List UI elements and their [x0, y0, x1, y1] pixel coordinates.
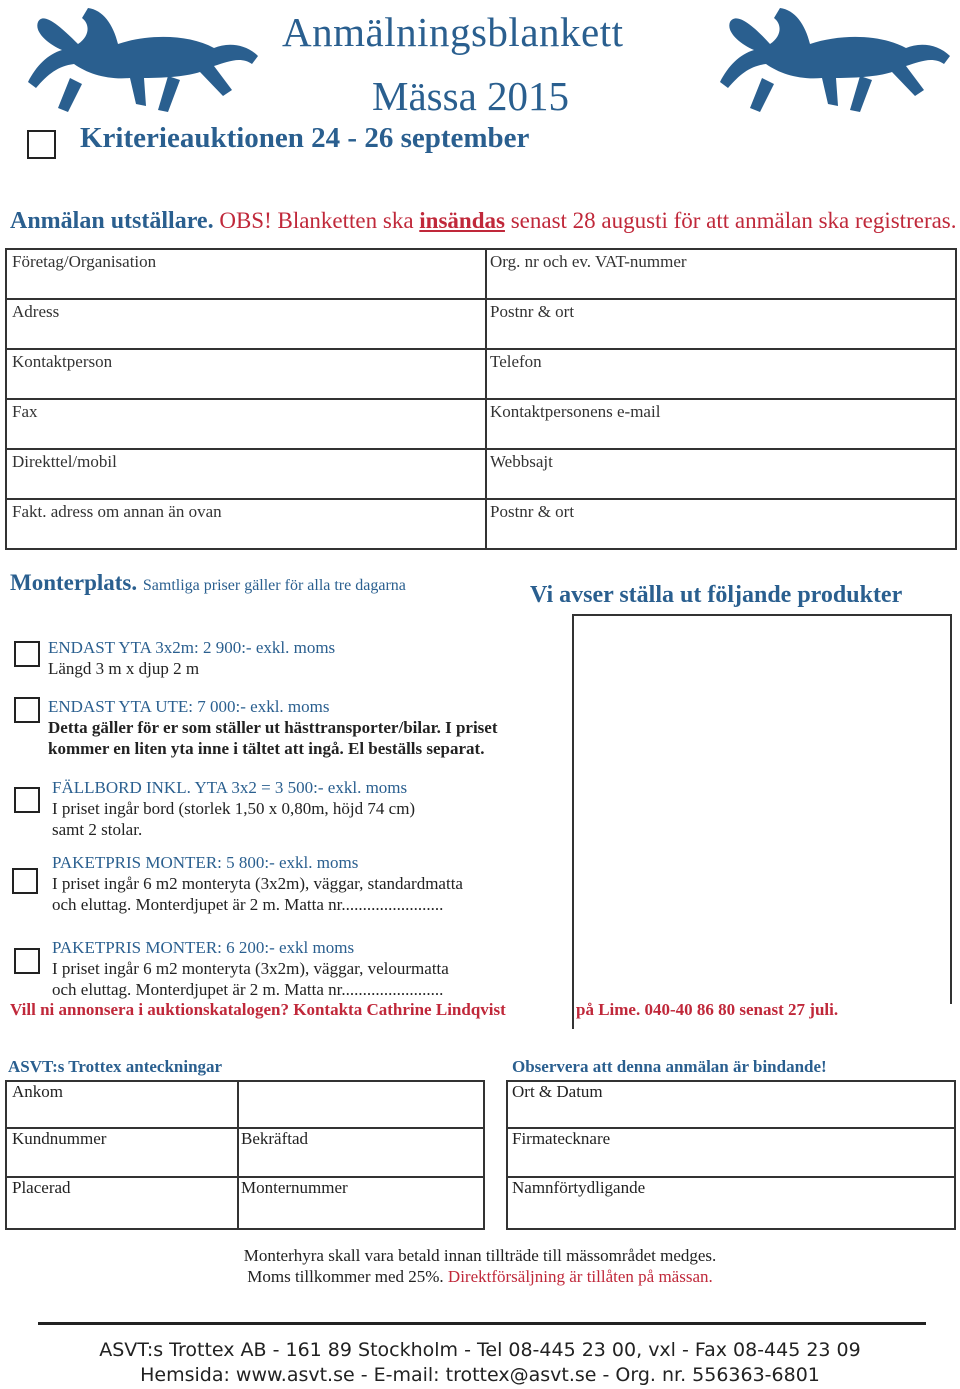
- option-checkbox-3[interactable]: [14, 787, 40, 813]
- option-4: [52, 852, 463, 915]
- binding-heading: Observera att denna anmälan är bindande!: [512, 1057, 827, 1076]
- option-5-line-2: och eluttag. Monterdjupet är 2 m. Matta nr........................: [52, 980, 444, 999]
- trottex-placerad[interactable]: Placerad: [12, 1178, 71, 1197]
- option-2-line-2: kommer en liten yta inne i tältet att ingå. El beställs separat.: [48, 739, 485, 758]
- grid-line: [5, 1080, 7, 1230]
- field-postcode[interactable]: Postnr & ort: [490, 302, 575, 321]
- option-1-line: Längd 3 m x djup 2 m: [48, 659, 200, 678]
- form-title: Anmälningsblankett: [282, 9, 624, 55]
- field-name-clarification[interactable]: Namnförtydligande: [512, 1178, 646, 1197]
- option-3-line-1: I priset ingår bord (storlek 1,50 x 0,80m, höjd 74 cm): [52, 799, 416, 818]
- grid-line: [5, 298, 955, 300]
- option-5-title: PAKETPRIS MONTER: 6 200:- exkl moms: [52, 938, 355, 957]
- horse-logo-left: [18, 4, 263, 116]
- grid-line: [5, 1080, 485, 1082]
- option-2-title: ENDAST YTA UTE: 7 000:- exkl. moms: [48, 697, 330, 716]
- option-2-line-1: Detta gäller för er som ställer ut hästtransporter/bilar. I priset: [48, 718, 498, 737]
- obs-label: OBS!: [219, 208, 272, 233]
- grid-line: [506, 1228, 956, 1230]
- monterplats-heading: [10, 570, 406, 596]
- trottex-monternummer[interactable]: Monternummer: [241, 1178, 348, 1197]
- payment-note: Monterhyra skall vara betald innan tillträde till mässområdet medges.: [243, 1246, 717, 1265]
- field-billing-postcode[interactable]: Postnr & ort: [490, 502, 575, 521]
- ad-promo-right: på Lime. 040-40 86 80 senast 27 juli.: [576, 1000, 839, 1019]
- products-box-top: [572, 614, 952, 616]
- field-org-number[interactable]: Org. nr och ev. VAT-nummer: [490, 252, 687, 271]
- monterplats-sub: Samtliga priser gäller för alla tre dagarna: [142, 577, 406, 594]
- products-box-right[interactable]: [950, 614, 952, 1004]
- grid-line: [5, 398, 955, 400]
- option-4-title: PAKETPRIS MONTER: 5 800:- exkl. moms: [52, 853, 359, 872]
- auction-checkbox[interactable]: [27, 130, 56, 159]
- grid-line: [5, 1228, 485, 1230]
- grid-line: [5, 498, 955, 500]
- trottex-heading: ASVT:s Trottex anteckningar: [8, 1057, 223, 1076]
- option-5-line-1: I priset ingår 6 m2 monteryta (3x2m), väggar, velourmatta: [52, 959, 449, 978]
- option-3: [52, 777, 415, 840]
- grid-line: [5, 248, 955, 250]
- option-4-line-1: I priset ingår 6 m2 monteryta (3x2m), väggar, standardmatta: [52, 874, 463, 893]
- field-billing-address[interactable]: Fakt. adress om annan än ovan: [12, 502, 222, 521]
- intro-heading: Anmälan utställare.: [10, 208, 214, 234]
- grid-line: [506, 1080, 508, 1230]
- trottex-bekraftad[interactable]: Bekräftad: [241, 1129, 309, 1148]
- grid-line: [237, 1080, 239, 1230]
- field-signatory[interactable]: Firmatecknare: [512, 1129, 611, 1148]
- option-1-title: ENDAST YTA 3x2m: 2 900:- exkl. moms: [48, 638, 336, 657]
- field-fax[interactable]: Fax: [12, 402, 38, 421]
- direct-sales-text: Direktförsäljning är tillåten på mässan.: [447, 1267, 713, 1286]
- ad-promo-left: Vill ni annonsera i auktionskatalogen? Kontakta Cathrine Lindqvist: [10, 1000, 506, 1019]
- option-checkbox-4[interactable]: [12, 868, 38, 894]
- footer-address: ASVT:s Trottex AB - 161 89 Stockholm - Tel 08-445 23 00, vxl - Fax 08-445 23 09: [99, 1339, 861, 1361]
- field-address[interactable]: Adress: [12, 302, 60, 321]
- field-mobile[interactable]: Direkttel/mobil: [12, 452, 117, 471]
- grid-line: [5, 448, 955, 450]
- trottex-ankom[interactable]: Ankom: [12, 1082, 63, 1101]
- option-checkbox-2[interactable]: [14, 697, 40, 723]
- field-place-date[interactable]: Ort & Datum: [512, 1082, 603, 1101]
- intro-text2: senast 28 augusti för att anmälan ska registreras.: [510, 208, 957, 233]
- horse-logo-right: [708, 2, 958, 114]
- grid-line: [483, 1080, 485, 1230]
- field-contact-person[interactable]: Kontaktperson: [12, 352, 113, 371]
- option-3-line-2: samt 2 stolar.: [52, 820, 143, 839]
- option-1: [48, 637, 335, 679]
- footer-divider: [38, 1322, 926, 1325]
- intro-emph: insändas: [419, 208, 505, 233]
- vat-text: Moms tillkommer med 25%.: [247, 1267, 444, 1286]
- trottex-kundnummer[interactable]: Kundnummer: [12, 1129, 107, 1148]
- grid-line: [955, 248, 957, 550]
- grid-line: [5, 348, 955, 350]
- monterplats-title: Monterplats.: [10, 570, 138, 595]
- option-4-line-2: och eluttag. Monterdjupet är 2 m. Matta nr........................: [52, 895, 444, 914]
- intro-text1: Blanketten ska: [277, 208, 414, 233]
- field-phone[interactable]: Telefon: [490, 352, 542, 371]
- form-subtitle: Mässa 2015: [372, 73, 570, 119]
- products-box-left: [572, 614, 574, 1029]
- products-heading: Vi avser ställa ut följande produkter: [530, 582, 903, 608]
- footer-contact: Hemsida: www.asvt.se - E-mail: trottex@asvt.se - Org. nr. 556363-6801: [140, 1364, 820, 1386]
- field-contact-email[interactable]: Kontaktpersonens e-mail: [490, 402, 661, 421]
- field-website[interactable]: Webbsajt: [490, 452, 553, 471]
- grid-line: [954, 1080, 956, 1230]
- option-checkbox-5[interactable]: [14, 948, 40, 974]
- grid-line: [5, 548, 955, 550]
- option-checkbox-1[interactable]: [14, 641, 40, 667]
- field-company[interactable]: Företag/Organisation: [12, 252, 157, 271]
- option-2: [48, 696, 498, 759]
- auction-label: Kriterieauktionen 24 - 26 september: [80, 122, 530, 154]
- option-5: [52, 937, 449, 1000]
- option-3-title: FÄLLBORD INKL. YTA 3x2 = 3 500:- exkl. moms: [52, 778, 408, 797]
- intro-text: [10, 208, 957, 235]
- vat-note: [130, 1267, 830, 1287]
